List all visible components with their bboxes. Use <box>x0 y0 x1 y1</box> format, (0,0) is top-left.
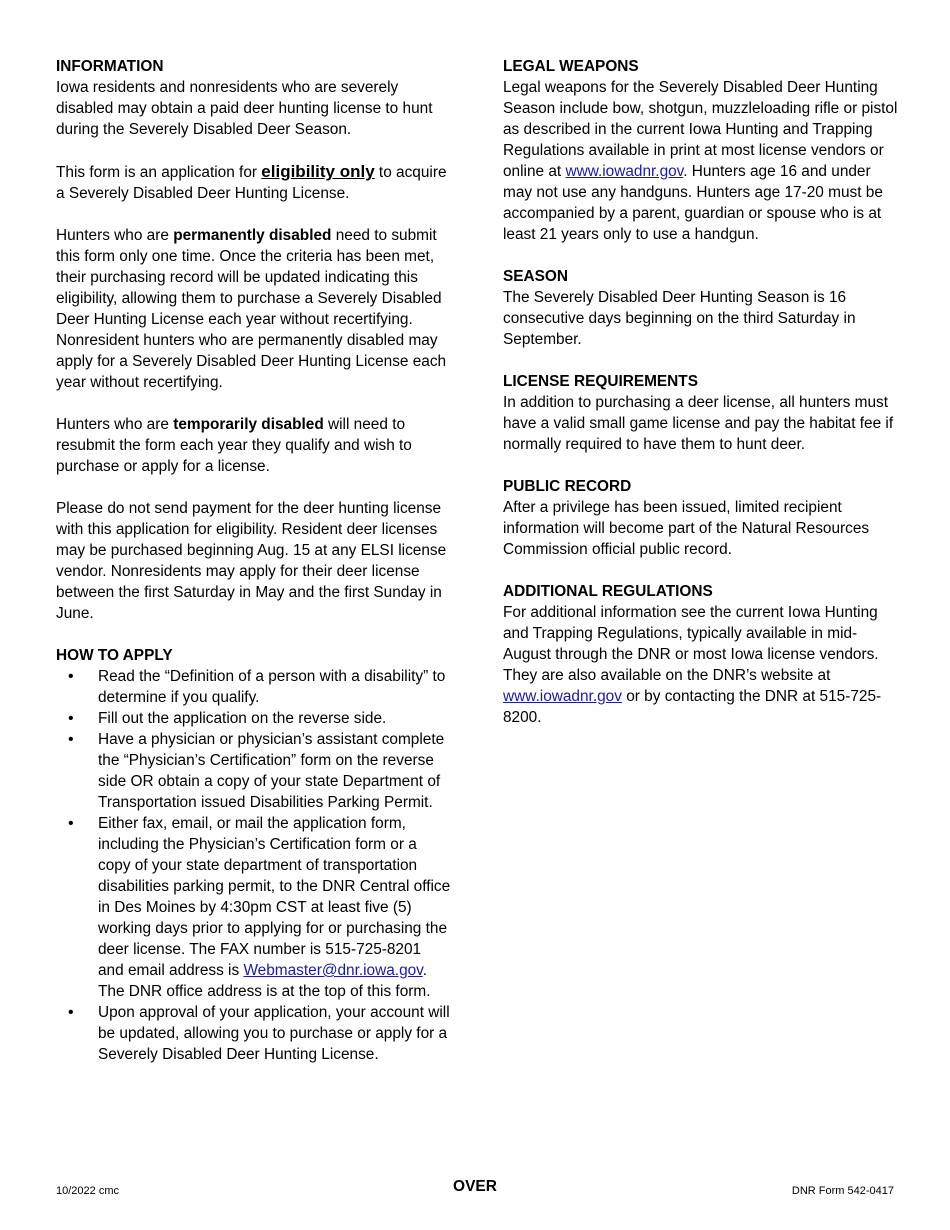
footer-over-label: OVER <box>453 1178 497 1195</box>
text-fragment: to acquire a Severely Disabled Deer Hunting License. <box>56 164 447 202</box>
list-item: • Upon approval of your application, your account will be updated, allowing you to purchase or apply for a Severely Disabled Deer Hunting License. <box>56 1002 451 1065</box>
information-paragraph-3 <box>56 225 451 393</box>
iowadnr-link[interactable]: www.iowadnr.gov <box>565 163 684 180</box>
season-section <box>503 266 898 350</box>
list-item <box>56 813 451 1002</box>
license-requirements-heading: LICENSE REQUIREMENTS <box>503 373 698 390</box>
license-requirements-section <box>503 371 898 455</box>
text-fragment: need to submit this form only one time. Once the criteria has been met, their purchasing record will be updated indicating this eligibility, allowing them to purchase a Severely Disabled Deer Hunting License each year without recertifying. Nonresident hunters who are permanently disabled may apply for a Severely Disabled Deer Hunting License each year without recertifying. <box>56 227 447 391</box>
webmaster-email-link[interactable]: Webmaster@dnr.iowa.gov <box>243 962 423 979</box>
information-paragraph-4 <box>56 414 451 477</box>
information-paragraph-1: Iowa residents and nonresidents who are severely disabled may obtain a paid deer hunting license to hunt during the Severely Disabled Deer Season. <box>56 79 433 138</box>
page-footer <box>56 1176 894 1198</box>
text-fragment: or by contacting the DNR at 515-725-8200. <box>503 688 882 726</box>
season-text: The Severely Disabled Deer Hunting Season is 16 consecutive days beginning on the third Saturday in September. <box>503 289 856 348</box>
temporarily-disabled-emphasis: temporarily disabled <box>173 416 324 433</box>
list-item: • Read the “Definition of a person with a disability” to determine if you qualify. <box>56 666 451 708</box>
text-fragment: Hunters who are <box>56 227 174 244</box>
public-record-text: After a privilege has been issued, limited recipient information will become part of the Natural Resources Commission official public record. <box>503 499 870 558</box>
information-section <box>56 56 451 624</box>
list-item: • Have a physician or physician’s assistant complete the “Physician’s Certification” form on the reverse side OR obtain a copy of your state Department of Transportation issued Disabilities Parking Permit. <box>56 729 451 813</box>
season-heading: SEASON <box>503 268 568 285</box>
eligibility-only-emphasis: eligibility only <box>261 162 375 181</box>
legal-weapons-heading: LEGAL WEAPONS <box>503 58 639 75</box>
text-fragment: . Hunters age 16 and under may not use any handguns. Hunters age 17-20 must be accompanied by a parent, guardian or spouse who is at least 21 years only to use a handgun. <box>503 163 883 243</box>
text-fragment: This form is an application for <box>56 164 262 181</box>
information-paragraph-5: Please do not send payment for the deer hunting license with this application for eligibility. Resident deer licenses may be purchased beginning Aug. 15 at any ELSI license vendor. Nonresidents may apply for their deer license between the first Saturday in May and the first Sunday in June. <box>56 500 447 622</box>
information-paragraph-2 <box>56 161 451 204</box>
additional-regulations-text <box>503 602 898 728</box>
text-fragment: Hunters who are <box>56 416 174 433</box>
text-fragment: will need to resubmit the form each year they qualify and wish to purchase or apply for a license. <box>56 416 412 475</box>
text-fragment: . The DNR office address is at the top of this form. <box>98 962 431 1000</box>
list-item: • Fill out the application on the reverse side. <box>56 708 451 729</box>
text-fragment: Legal weapons for the Severely Disabled Deer Hunting Season include bow, shotgun, muzzleloading rifle or pistol as described in the current Iowa Hunting and Trapping Regulations available in print at most license vendors or online at <box>503 79 898 180</box>
how-to-apply-list <box>56 666 451 1065</box>
public-record-section <box>503 476 898 560</box>
footer-revision-date: 10/2022 cmc <box>56 1185 119 1197</box>
text-fragment: Either fax, email, or mail the application form, including the Physician’s Certification form or a copy of your state department of transportation disabilities parking permit, to the DNR Central office in Des Moines by 4:30pm CST at least five (5) working days prior to applying for or purchasing the deer license. The FAX number is 515-725-8201 and email address is <box>98 815 451 979</box>
permanently-disabled-emphasis: permanently disabled <box>173 227 332 244</box>
right-column <box>503 56 898 749</box>
legal-weapons-section <box>503 56 898 245</box>
text-fragment: For additional information see the current Iowa Hunting and Trapping Regulations, typically available in mid-August through the DNR or most Iowa license vendors. They are also available on the DNR’s website at <box>503 604 879 684</box>
how-to-apply-heading: HOW TO APPLY <box>56 647 173 664</box>
left-column <box>56 56 451 1086</box>
license-requirements-text: In addition to purchasing a deer license, all hunters must have a valid small game license and pay the habitat fee if normally required to have them to hunt deer. <box>503 394 894 453</box>
additional-regulations-section <box>503 581 898 728</box>
public-record-heading: PUBLIC RECORD <box>503 478 632 495</box>
information-heading: INFORMATION <box>56 58 164 75</box>
additional-regulations-heading: ADDITIONAL REGULATIONS <box>503 583 713 600</box>
iowadnr-link[interactable]: www.iowadnr.gov <box>503 688 622 705</box>
legal-weapons-text <box>503 77 898 245</box>
how-to-apply-section <box>56 645 451 1065</box>
footer-form-number: DNR Form 542-0417 <box>791 1185 894 1197</box>
